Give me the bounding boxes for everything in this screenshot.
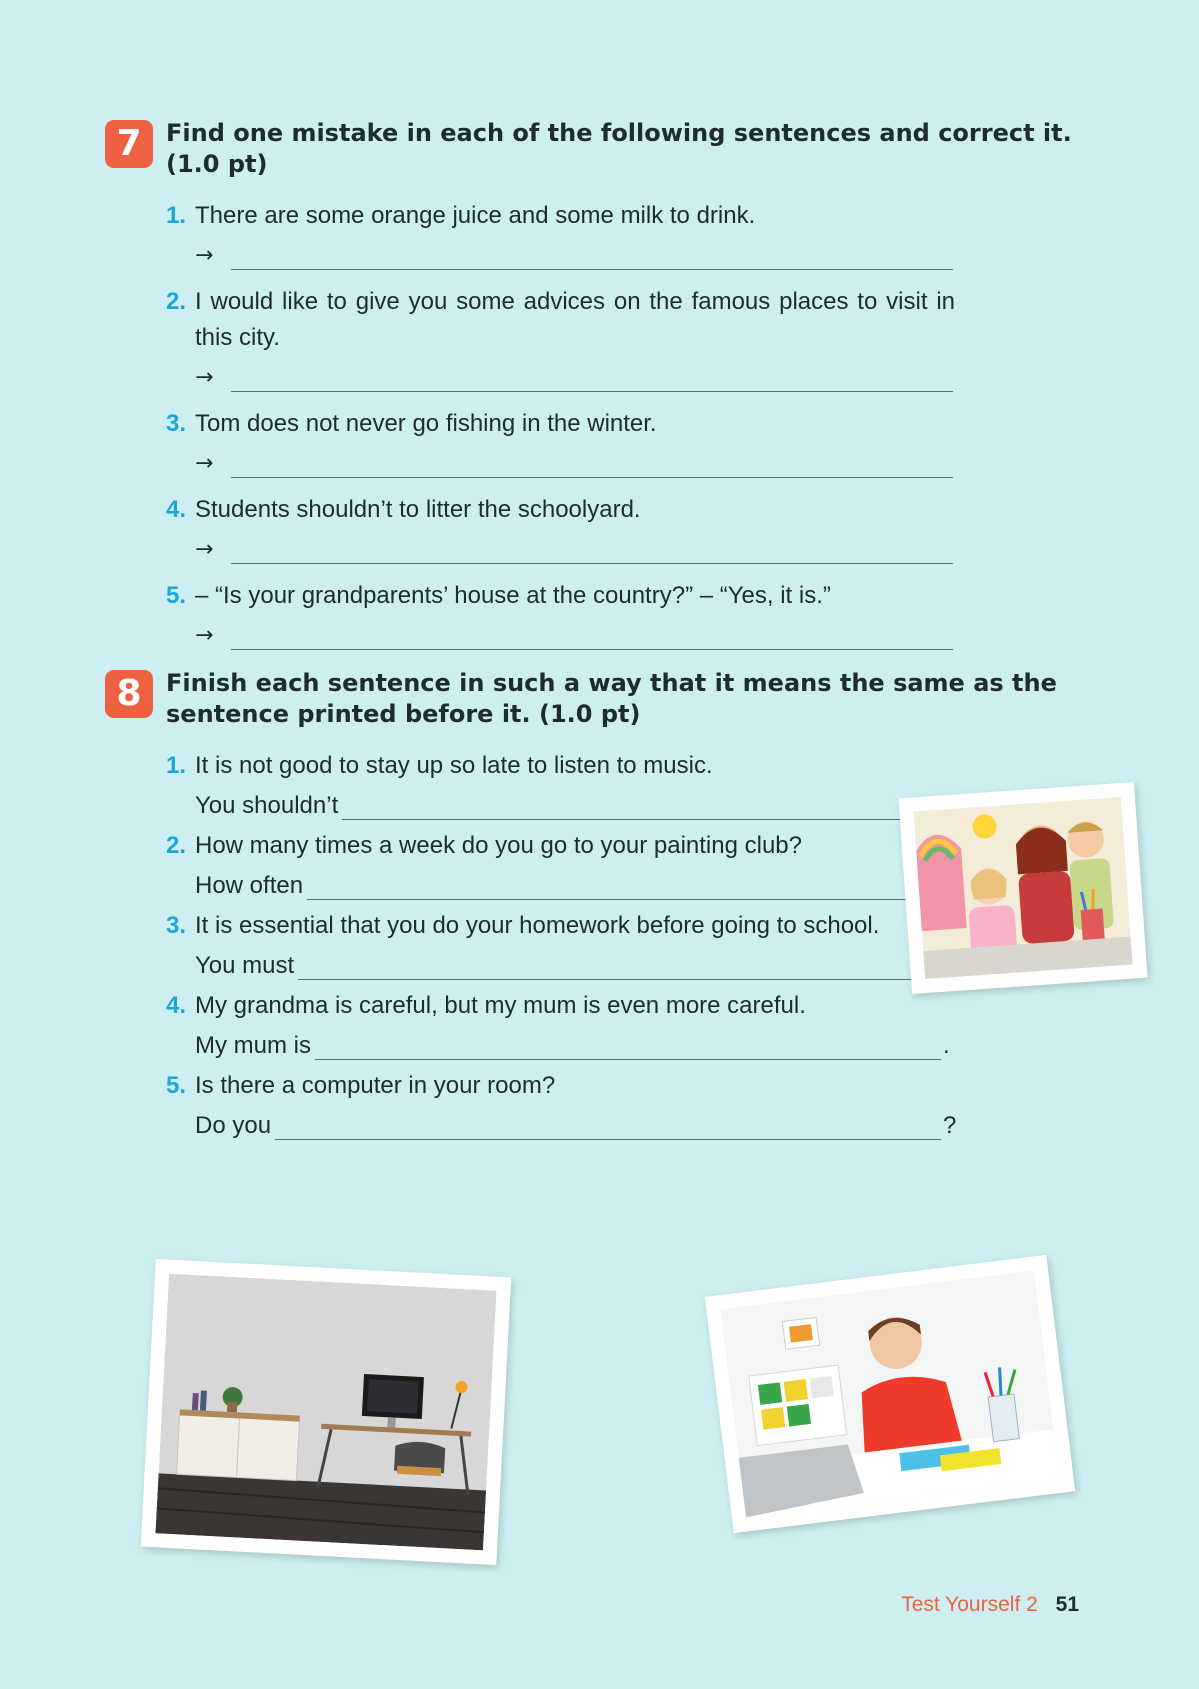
item-sentence: It is not good to stay up so late to listen to music.: [195, 752, 713, 779]
list-item: [105, 988, 1085, 1064]
list-item: [105, 492, 1085, 568]
answer-blank[interactable]: [298, 951, 941, 980]
item-sentence: It is essential that you do your homework before going to school.: [195, 912, 880, 939]
answer-prompt: Do you: [195, 1112, 272, 1139]
answer-row: [195, 864, 955, 904]
item-sentence: – “Is your grandparents’ house at the country?” – “Yes, it is.”: [195, 582, 831, 609]
exercise-number-badge: 8: [105, 670, 153, 718]
item-sentence: There are some orange juice and some milk to drink.: [195, 202, 756, 229]
list-item: [105, 1068, 1085, 1144]
answer-blank[interactable]: [315, 1031, 941, 1060]
item-number: 5.: [166, 1072, 187, 1099]
item-number: 3.: [166, 912, 187, 939]
answer-blank[interactable]: [231, 363, 953, 392]
answer-row: [195, 528, 955, 568]
answer-blank[interactable]: [231, 241, 953, 270]
item-number: 1.: [166, 752, 187, 779]
exercise-title: Finish each sentence in such a way that it means the same as the sentence printed before it. (1.0 pt): [166, 669, 1057, 728]
answer-prompt: My mum is: [195, 1032, 311, 1059]
answer-row: [195, 1024, 955, 1064]
photo-boy-drawing: [705, 1255, 1075, 1533]
exercise-7-items: [105, 198, 1085, 654]
list-item: [105, 406, 1085, 482]
page-footer: [901, 1592, 1079, 1618]
answer-blank[interactable]: [231, 621, 953, 650]
item-number: 2.: [166, 832, 187, 859]
room-desk-illustration: [155, 1274, 496, 1551]
answer-row: [195, 442, 955, 482]
arrow-icon: →: [195, 451, 214, 476]
answer-prompt: You shouldn’t: [195, 792, 339, 819]
item-sentence: Students shouldn’t to litter the schoolyard.: [195, 496, 641, 523]
answer-row: [195, 356, 955, 396]
answer-row: [195, 1104, 955, 1144]
list-item: [105, 284, 1085, 396]
answer-blank[interactable]: [231, 535, 953, 564]
arrow-icon: →: [195, 623, 214, 648]
end-punctuation: .: [943, 1032, 950, 1059]
item-sentence: I would like to give you some advices on the famous places to visit in this city.: [195, 288, 955, 351]
answer-prompt: You must: [195, 952, 295, 979]
item-number: 4.: [166, 992, 187, 1019]
exercise-7: [105, 118, 1085, 654]
item-number: 2.: [166, 288, 187, 315]
item-sentence: Tom does not never go fishing in the winter.: [195, 410, 657, 437]
answer-row: [195, 234, 955, 274]
item-number: 4.: [166, 496, 187, 523]
boy-drawing-illustration: [720, 1271, 1059, 1518]
photo-room-desk: [141, 1259, 512, 1565]
answer-row: [195, 784, 955, 824]
item-number: 3.: [166, 410, 187, 437]
arrow-icon: →: [195, 365, 214, 390]
answer-blank[interactable]: [307, 871, 941, 900]
arrow-icon: →: [195, 537, 214, 562]
answer-prompt: How often: [195, 872, 304, 899]
exercise-title: Find one mistake in each of the following sentences and correct it. (1.0 pt): [166, 119, 1072, 178]
list-item: [105, 578, 1085, 654]
end-punctuation: ?: [943, 1112, 957, 1139]
page-number: 51: [1055, 1593, 1079, 1616]
answer-blank[interactable]: [342, 791, 941, 820]
answer-blank[interactable]: [231, 449, 953, 478]
photo-family-painting: [898, 782, 1147, 994]
answer-blank[interactable]: [275, 1111, 941, 1140]
item-number: 1.: [166, 202, 187, 229]
item-sentence: Is there a computer in your room?: [195, 1072, 556, 1099]
item-sentence: My grandma is careful, but my mum is even more careful.: [195, 992, 806, 1019]
arrow-icon: →: [195, 243, 214, 268]
item-sentence: How many times a week do you go to your painting club?: [195, 832, 802, 859]
answer-row: [195, 614, 955, 654]
family-painting-illustration: [913, 797, 1132, 979]
item-number: 5.: [166, 582, 187, 609]
answer-row: [195, 944, 955, 984]
list-item: [105, 198, 1085, 274]
footer-label: Test Yourself 2: [901, 1593, 1038, 1616]
exercise-number-badge: 7: [105, 120, 153, 168]
